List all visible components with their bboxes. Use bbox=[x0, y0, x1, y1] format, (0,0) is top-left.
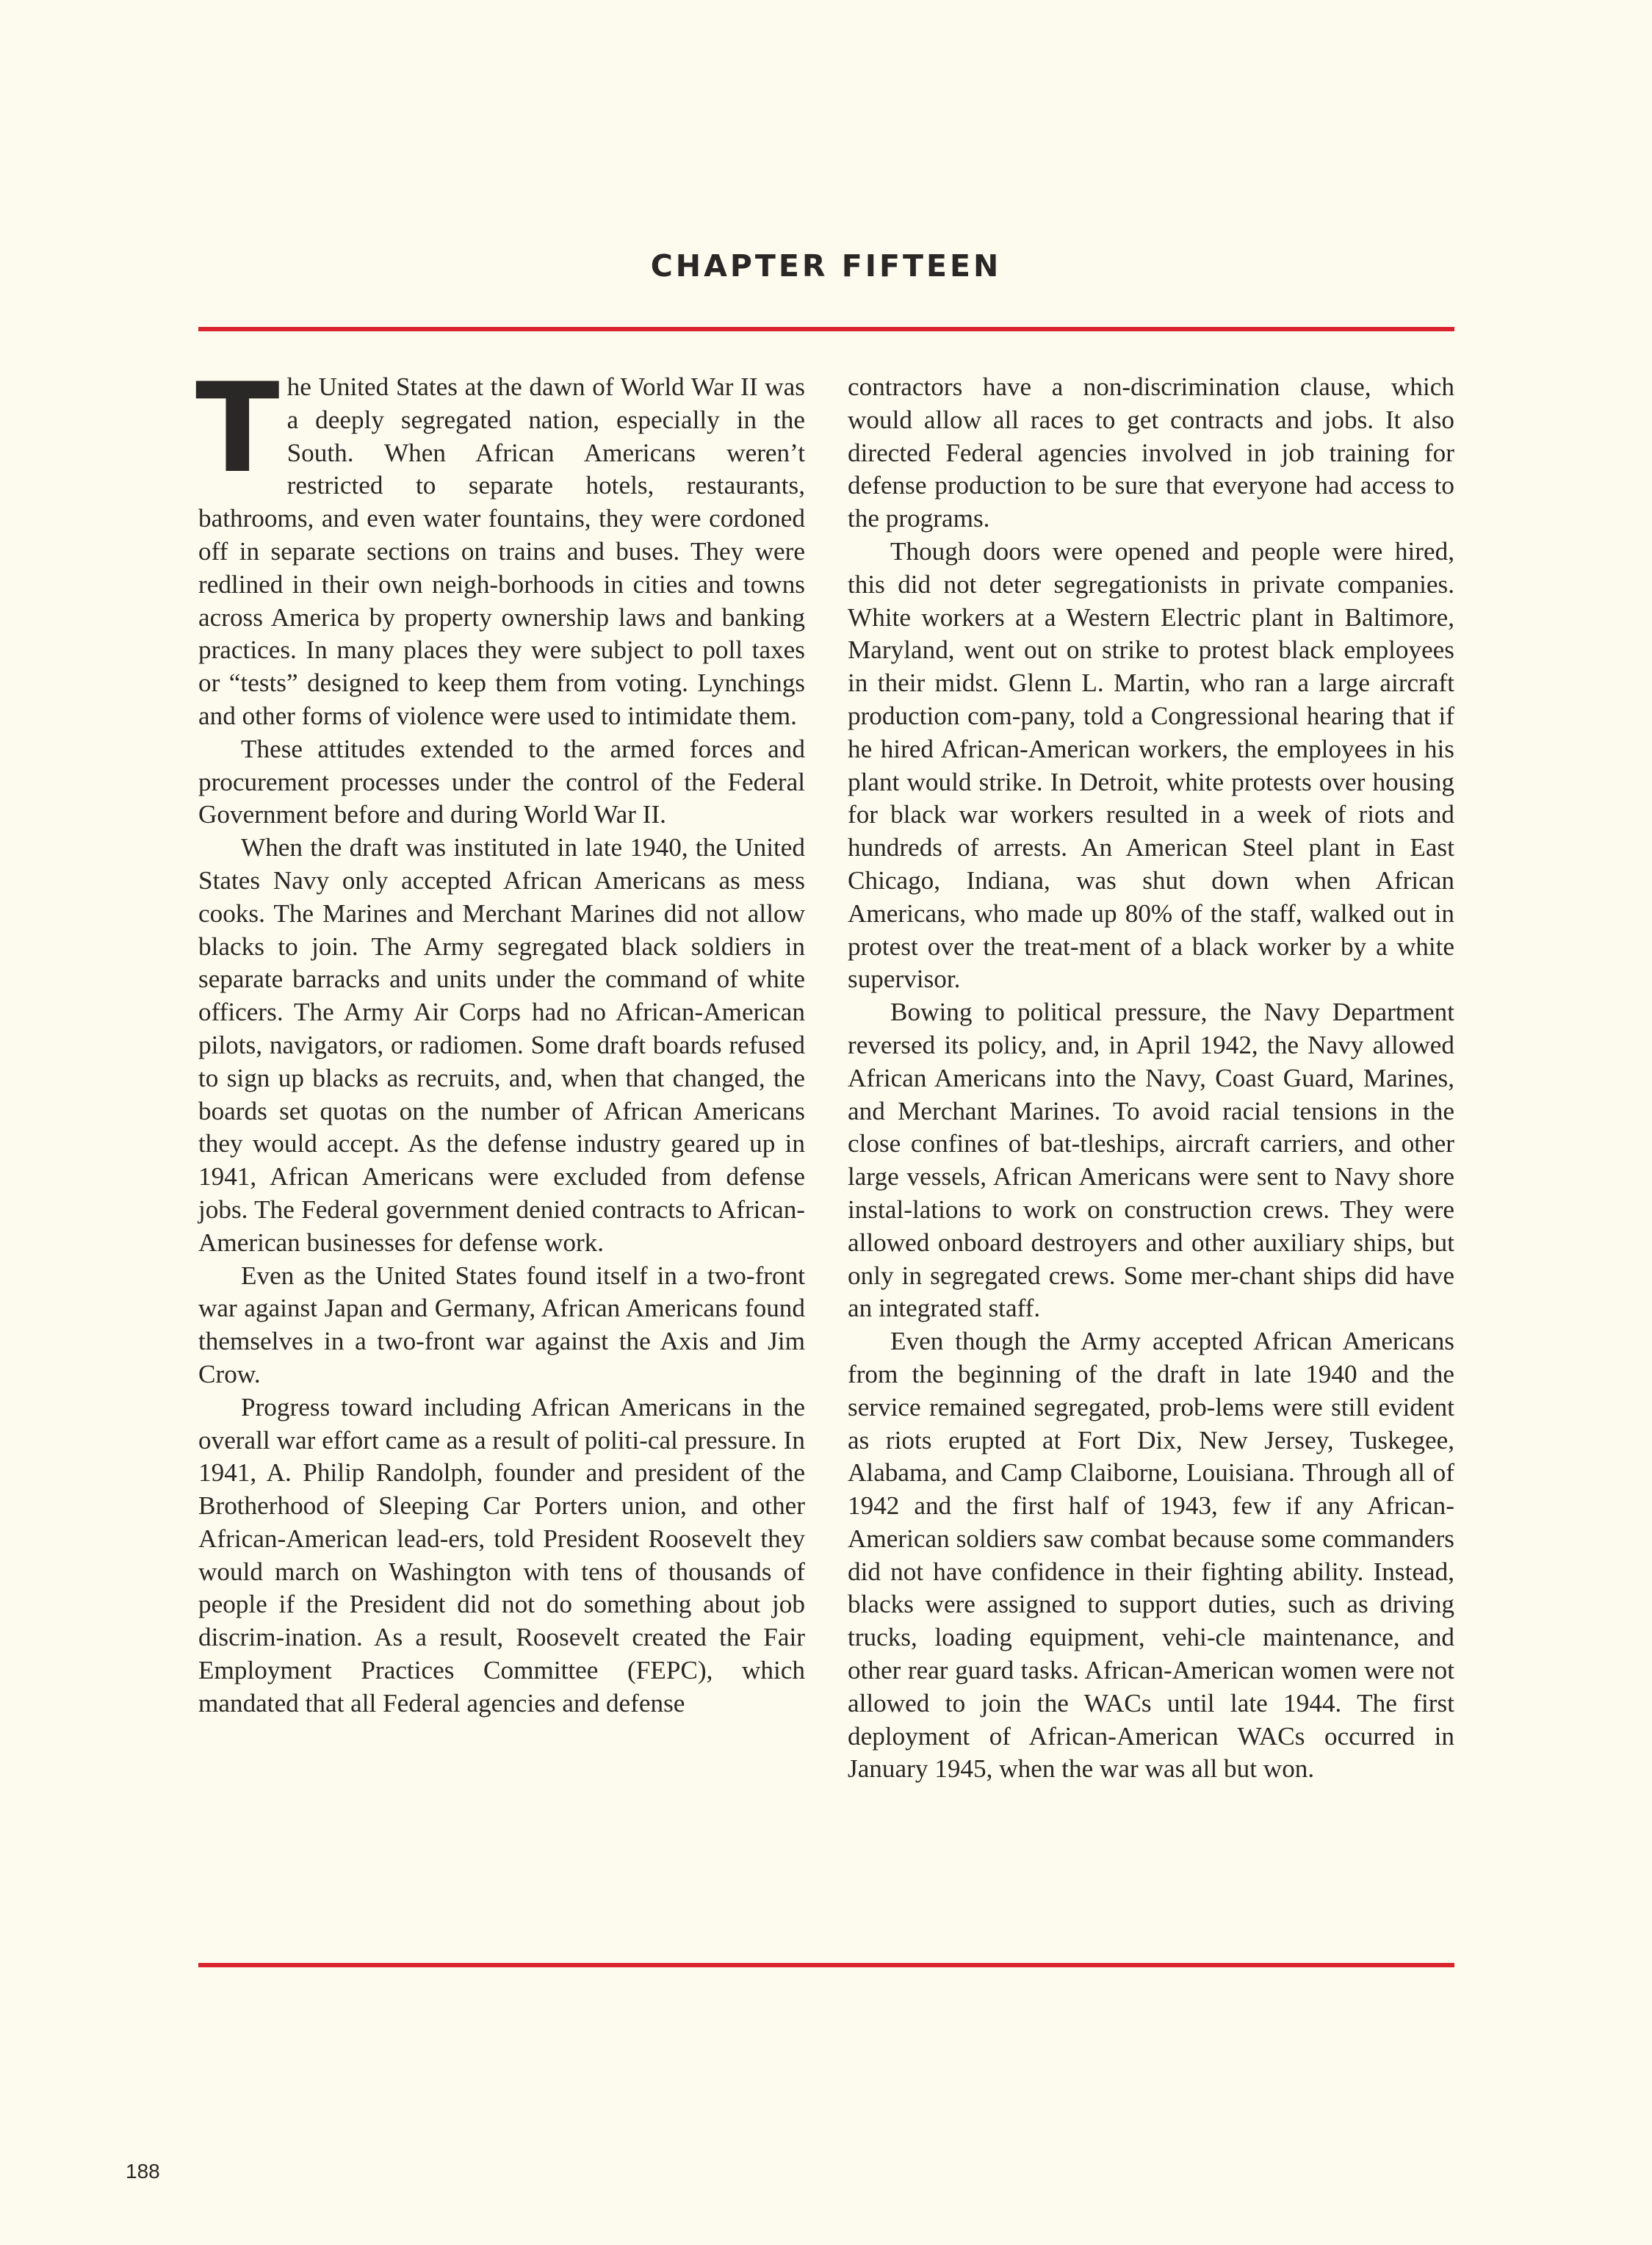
drop-cap: T bbox=[195, 356, 280, 500]
paragraph-navy-policy: Bowing to political pressure, the Navy Department reversed its policy, and, in April 1942, the Navy allowed African Americans into the Navy, Coast Guard, Marines, and Merchant Marines. To avoid racial tensions in the close confines of bat-tleships, aircraft carriers, and other large vessels, African Americans were sent to Navy shore instal-lations to work on construction crews. They were allowed onboard destroyers and other auxiliary ships, but only in segregated crews. Some mer-chant ships did have an integrated staff. bbox=[848, 998, 1454, 1323]
paragraph-progress: Progress toward including African Americans in the overall war effort came as a result of politi-cal pressure. In 1941, A. Philip Randolph, founder and president of the Brotherhood of Sleeping Car Porters union, and other African-American lead-ers, told President Roosevelt they would march on Washington with tens of thousands of people if the President did not do something about job discrim-ination. As a result, Roosevelt created the Fair Employment Practices Committee (FEPC), which mandated that all Federal agencies and defense bbox=[198, 1392, 805, 1718]
bottom-red-rule bbox=[198, 1963, 1454, 1967]
paragraph-army: Even though the Army accepted African Americans from the beginning of the draft in late 1940 and the service remained segregated, prob-lems were still evident as riots erupted at Fort Dix, New Jersey, Tuskegee, Alabama, and Camp Claiborne, Louisiana. Through all of 1942 and the first half of 1943, few if any African-American soldiers saw combat because some commanders did not have confidence in their fighting ability. Instead, blacks were assigned to support duties, such as driving trucks, loading equipment, vehi-cle maintenance, and other rear guard tasks. African-American women were not allowed to join the WACs until late 1944. The first deployment of African-American WACs occurred in January 1945, when the war was all but won. bbox=[848, 1327, 1454, 1784]
paragraph-armed-forces: These attitudes extended to the armed forces and procurement processes under the control of the Federal Government before and during World War II. bbox=[198, 734, 805, 829]
paragraph-intro-text: he United States at the dawn of World War II was a deeply segregated nation, especially in the South. When African Americans weren’t restricted to separate hotels, restaurants, bathrooms, and even water fountains, they were cordoned off in separate sections on trains and buses. They were redlined in their own neigh-borhoods in cities and towns across America by property ownership laws and banking practices. In many places they were subject to poll taxes or “tests” designed to keep them from voting. Lynchings and other forms of violence were used to intimidate them. bbox=[198, 372, 805, 730]
paragraph-intro bbox=[195, 356, 805, 733]
right-column bbox=[848, 371, 1454, 1786]
chapter-title: CHAPTER FIFTEEN bbox=[650, 248, 1002, 284]
paragraph-two-front-war: Even as the United States found itself in a two-front war against Japan and Germany, African Americans found themselves in a two-front war against the Axis and Jim Crow. bbox=[198, 1261, 805, 1388]
paragraph-segregationists: Though doors were opened and people were hired, this did not deter segregationists in private companies. White workers at a Western Electric plant in Baltimore, Maryland, went out on strike to protest black employees in their midst. Glenn L. Martin, who ran a large aircraft production com-pany, told a Congressional hearing that if he hired African-American workers, the employees in his plant would strike. In Detroit, white protests over housing for black war workers resulted in a week of riots and hundreds of arrests. An American Steel plant in East Chicago, Indiana, was shut down when African Americans, who made up 80% of the staff, walked out in protest over the treat-ment of a black worker by a white supervisor. bbox=[848, 536, 1454, 994]
top-red-rule bbox=[198, 327, 1454, 331]
left-column bbox=[195, 356, 805, 1720]
page-number: 188 bbox=[126, 2160, 160, 2183]
paragraph-contractors: contractors have a non-discrimination clause, which would allow all races to get contracts and jobs. It also directed Federal agencies involved in job training for defense production to be sure that everyone had access to the programs. bbox=[848, 372, 1454, 533]
paragraph-draft: When the draft was instituted in late 1940, the United States Navy only accepted African Americans as mess cooks. The Marines and Merchant Marines did not allow blacks to join. The Army segregated black soldiers in separate barracks and units under the command of white officers. The Army Air Corps had no African-American pilots, navigators, or radiomen. Some draft boards refused to sign up blacks as recruits, and, when that changed, the boards set quotas on the number of African Americans they would accept. As the defense industry geared up in 1941, African Americans were excluded from defense jobs. The Federal government denied contracts to African-American businesses for defense work. bbox=[198, 833, 805, 1257]
